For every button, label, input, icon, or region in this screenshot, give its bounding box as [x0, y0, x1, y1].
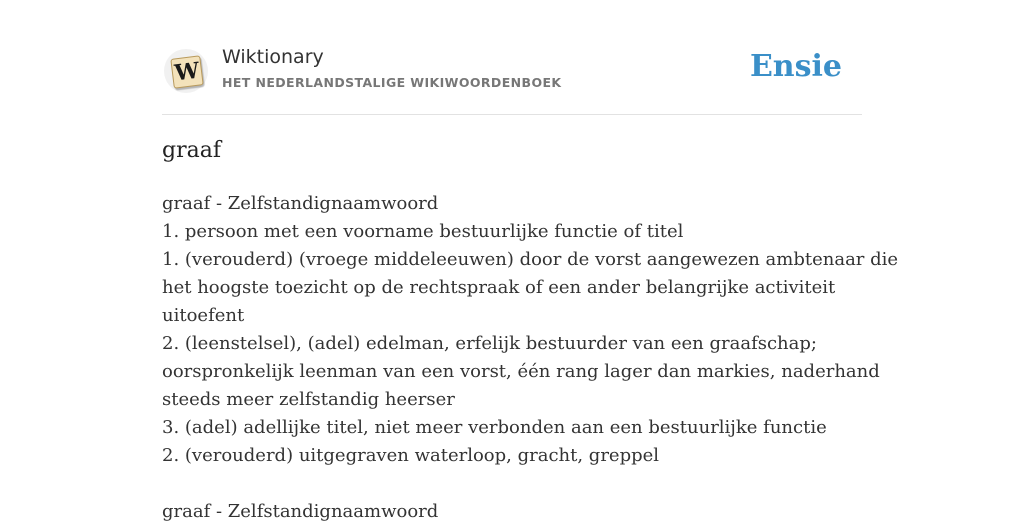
- definition-line: oorspronkelijk leenman van een vorst, één rang lager dan markies, naderhand: [162, 361, 880, 382]
- logo-tile: W: [170, 55, 203, 88]
- definition-line: 2. (leenstelsel), (adel) edelman, erfelijk bestuurder van een graafschap;: [162, 333, 817, 354]
- definition-line: steeds meer zelfstandig heerser: [162, 389, 455, 410]
- entry-heading: graaf - Zelfstandignaamwoord: [162, 193, 439, 214]
- site-name[interactable]: Wiktionary: [222, 46, 324, 68]
- definition-content: [162, 190, 899, 526]
- ensie-brand-logo[interactable]: Ensie: [749, 49, 842, 84]
- page-title: graaf: [162, 138, 221, 163]
- wiktionary-logo-icon[interactable]: [164, 49, 208, 93]
- definition-line: het hoogste toezicht op de rechtspraak of een ander belangrijke activiteit: [162, 277, 836, 298]
- header: [162, 46, 862, 115]
- entry-heading: graaf - Zelfstandignaamwoord: [162, 501, 439, 522]
- definition-line: 2. (verouderd) uitgegraven waterloop, gracht, greppel: [162, 445, 660, 466]
- definition-line: 1. persoon met een voorname bestuurlijke functie of titel: [162, 221, 684, 242]
- definition-line: 3. (adel) adellijke titel, niet meer verbonden aan een bestuurlijke functie: [162, 417, 827, 438]
- site-tagline: HET NEDERLANDSTALIGE WIKIWOORDENBOEK: [222, 75, 562, 90]
- definition-line: 1. (verouderd) (vroege middeleeuwen) door de vorst aangewezen ambtenaar die: [162, 249, 899, 270]
- definition-line: uitoefent: [162, 305, 245, 326]
- spacer: [162, 470, 862, 498]
